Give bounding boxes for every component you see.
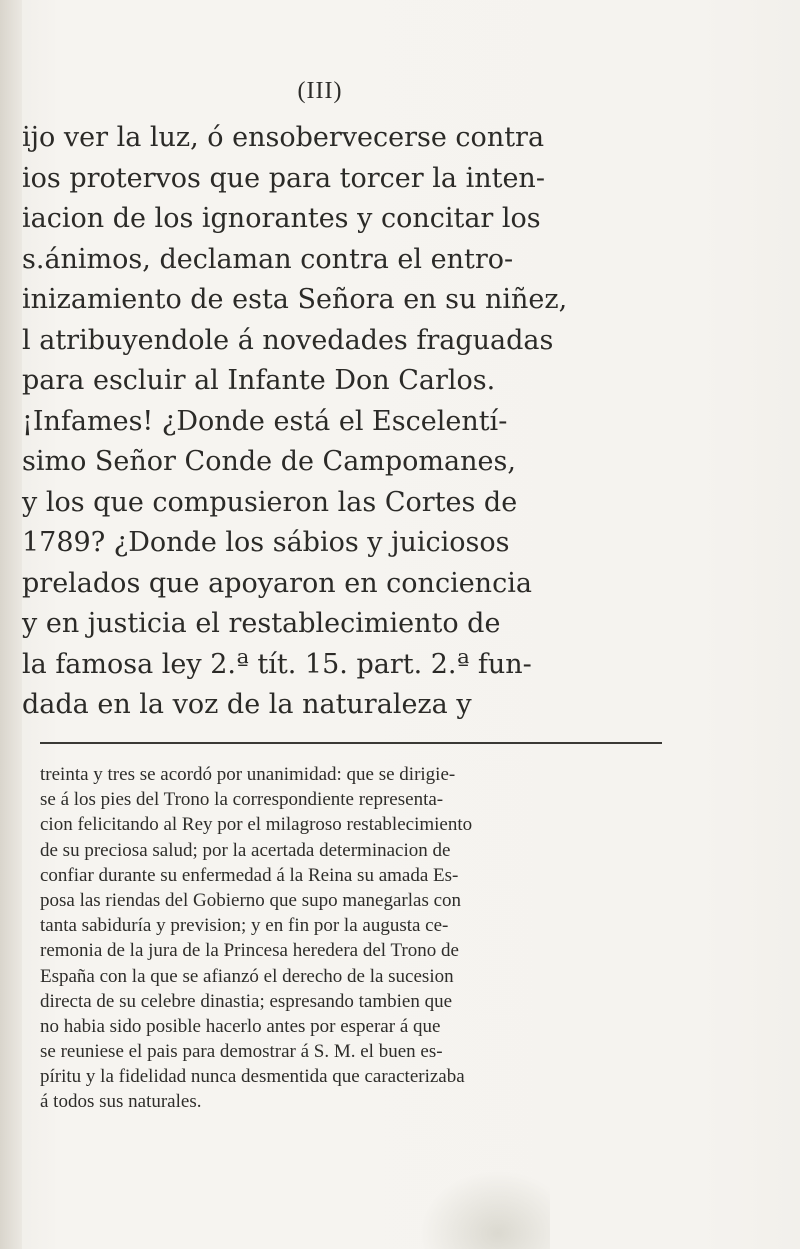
text-line: inizamiento de esta Señora en su niñez, xyxy=(22,284,568,315)
text-line: l atribuyendole á novedades fraguadas xyxy=(22,324,554,356)
text-line: ios protervos que para torcer la inten- xyxy=(22,162,545,194)
page-number: (III) xyxy=(297,78,343,104)
main-text xyxy=(22,118,662,726)
text-line: ijo ver la luz, ó ensobervecerse contra xyxy=(22,122,545,153)
text-line: la famosa ley 2.ª tít. 15. part. 2.ª fun- xyxy=(22,648,532,680)
footnote-line: treinta y tres se acordó por unanimidad: que se dirigie- xyxy=(40,764,456,785)
page-gutter xyxy=(0,0,22,1249)
footnote-line: se reuniese el pais para demostrar á S. M. el buen es- xyxy=(40,1041,443,1063)
text-line: dada en la voz de la naturaleza y xyxy=(22,689,472,720)
text-line: para escluir al Infante Don Carlos. xyxy=(22,365,496,396)
paper-stain xyxy=(420,1170,550,1249)
footnote-rule xyxy=(40,742,662,744)
text-line: prelados que apoyaron en conciencia xyxy=(22,567,532,599)
footnote-line: cion felicitando al Rey por el milagroso restablecimiento xyxy=(40,814,473,836)
footnote-line: directa de su celebre dinastia; espresando tambien que xyxy=(40,990,453,1012)
text-line: ¡Infames! ¿Donde está el Escelentí- xyxy=(22,405,508,437)
footnote xyxy=(40,762,666,1115)
footnote-line: de su preciosa salud; por la acertada determinacion de xyxy=(40,839,451,861)
text-line: 1789? ¿Donde los sábios y juiciosos xyxy=(22,527,510,558)
footnote-line: no habia sido posible hacerlo antes por esperar á que xyxy=(40,1015,441,1037)
footnote-line: remonia de la jura de la Princesa heredera del Trono de xyxy=(40,940,459,962)
text-line: simo Señor Conde de Campomanes, xyxy=(22,446,516,477)
footnote-line: tanta sabiduría y prevision; y en fin por la augusta ce- xyxy=(40,915,449,937)
text-line: y en justicia el restablecimiento de xyxy=(22,608,501,639)
footnote-line: confiar durante su enfermedad á la Reina su amada Es- xyxy=(40,864,459,886)
footnote-line: posa las riendas del Gobierno que supo manegarlas con xyxy=(40,889,462,911)
footnote-line: píritu y la fidelidad nunca desmentida que caracterizaba xyxy=(40,1066,465,1088)
text-line: iacion de los ignorantes y concitar los xyxy=(22,203,541,234)
text-line: y los que compusieron las Cortes de xyxy=(22,486,518,518)
text-line: s.ánimos, declaman contra el entro- xyxy=(22,243,514,275)
footnote-line: se á los pies del Trono la correspondiente representa- xyxy=(40,789,444,811)
footnote-line: España con la que se afianzó el derecho de la sucesion xyxy=(40,965,454,987)
footnote-line: á todos sus naturales. xyxy=(40,1091,202,1113)
